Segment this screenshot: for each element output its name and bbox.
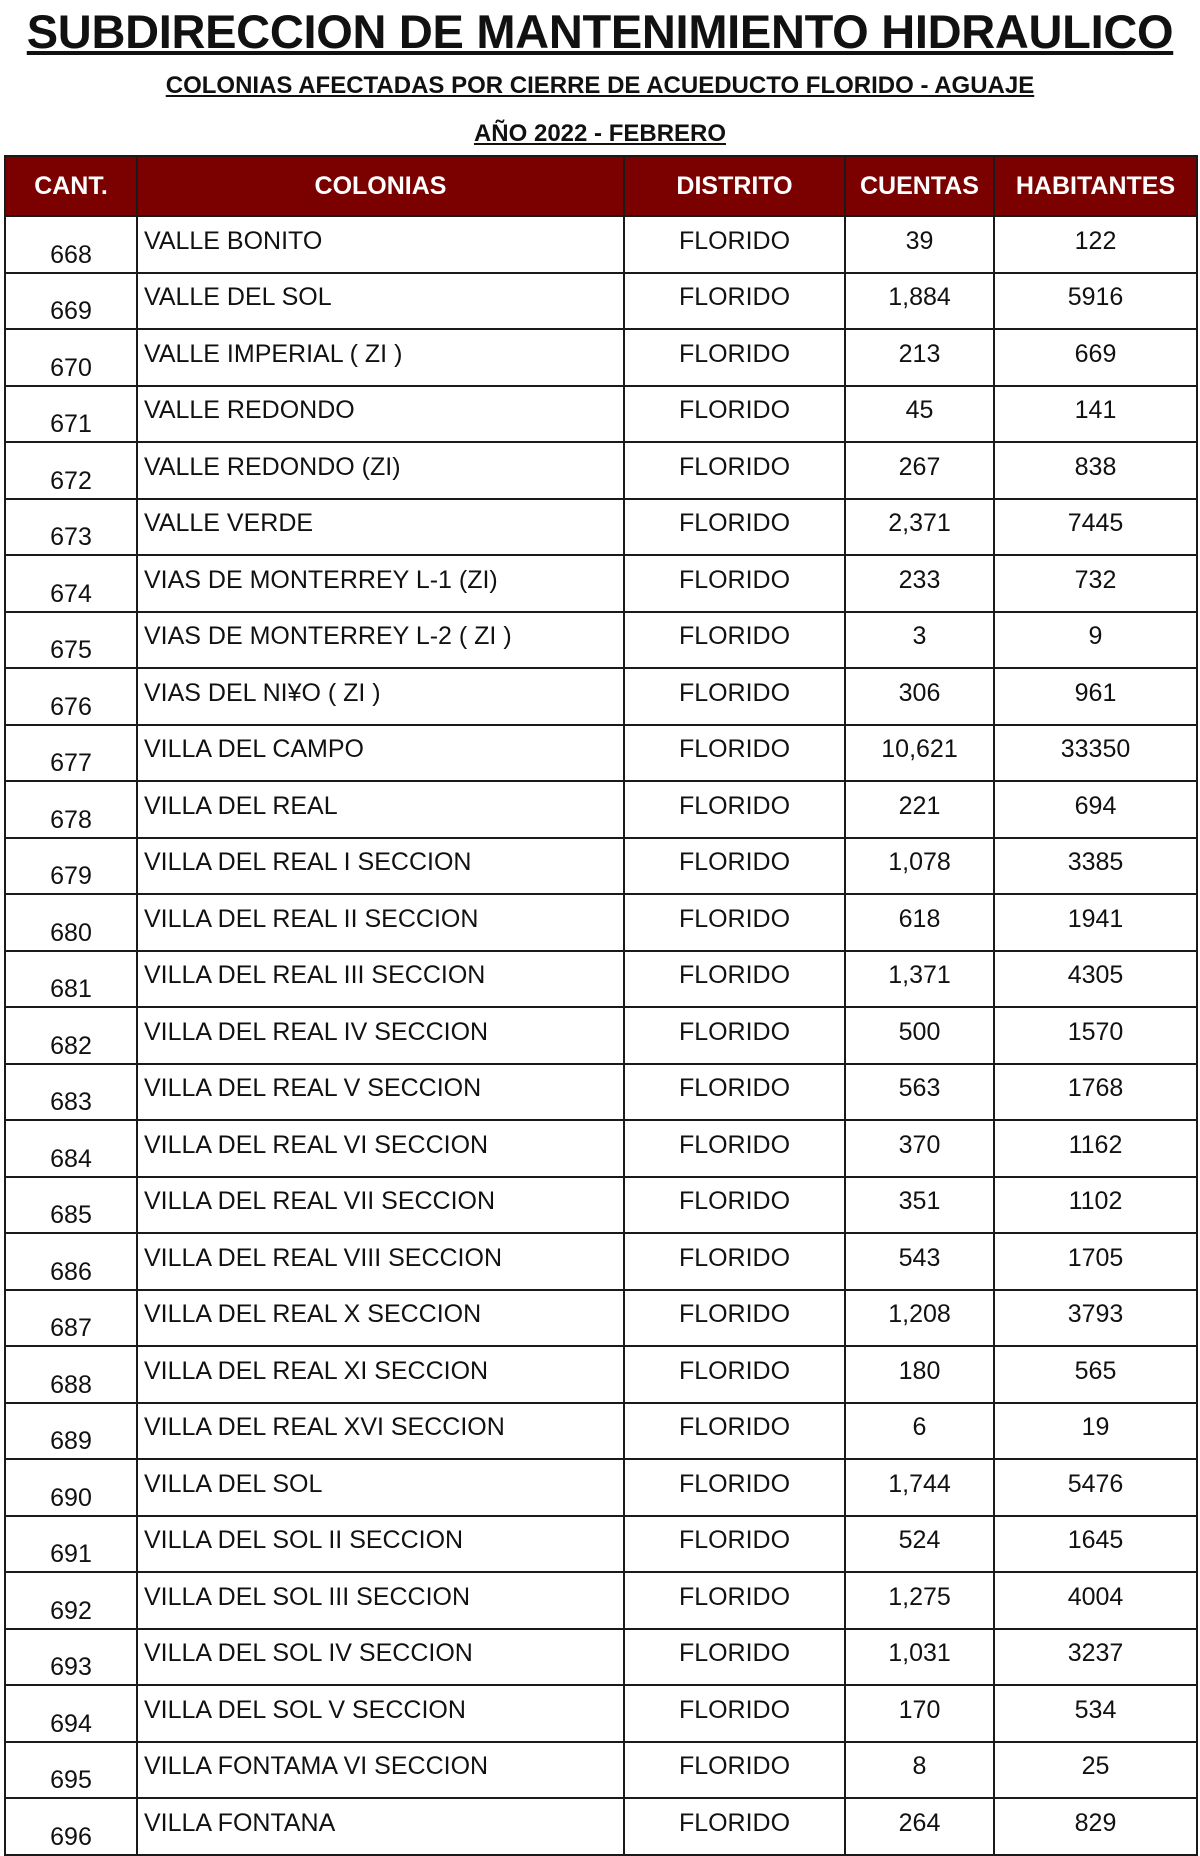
cell-habitantes: 1102 [994,1177,1197,1234]
table-row [5,781,1197,838]
cell-cant: 685 [5,1177,137,1234]
table-row [5,1120,1197,1177]
cell-colonia: VILLA DEL REAL XI SECCION [137,1346,624,1403]
cell-habitantes: 25 [994,1742,1197,1799]
document-title: SUBDIRECCION DE MANTENIMIENTO HIDRAULICO [26,5,1174,58]
table-row [5,386,1197,443]
cell-distrito: FLORIDO [624,499,845,556]
cell-colonia: VALLE DEL SOL [137,273,624,330]
cell-distrito: FLORIDO [624,1798,845,1855]
cell-cant: 669 [5,273,137,330]
cell-cant: 695 [5,1742,137,1799]
cell-cuentas: 1,031 [845,1629,994,1686]
cell-habitantes: 1570 [994,1007,1197,1064]
document-subtitle: COLONIAS AFECTADAS POR CIERRE DE ACUEDUCTO FLORIDO - AGUAJE [165,72,1035,99]
cell-distrito: FLORIDO [624,1120,845,1177]
cell-cuentas: 180 [845,1346,994,1403]
cell-distrito: FLORIDO [624,838,845,895]
cell-cuentas: 6 [845,1403,994,1460]
cell-cuentas: 370 [845,1120,994,1177]
table-row [5,1685,1197,1742]
cell-cuentas: 267 [845,442,994,499]
table-row [5,951,1197,1008]
cell-cant: 674 [5,555,137,612]
cell-cuentas: 2,371 [845,499,994,556]
cell-colonia: VILLA DEL REAL VI SECCION [137,1120,624,1177]
cell-colonia: VIAS DEL NI¥O ( ZI ) [137,668,624,725]
cell-cant: 690 [5,1459,137,1516]
cell-habitantes: 732 [994,555,1197,612]
cell-cuentas: 233 [845,555,994,612]
cell-cuentas: 264 [845,1798,994,1855]
cell-cant: 668 [5,216,137,273]
table-row [5,725,1197,782]
cell-habitantes: 7445 [994,499,1197,556]
cell-habitantes: 1941 [994,894,1197,951]
cell-cant: 692 [5,1572,137,1629]
cell-cant: 691 [5,1516,137,1573]
table-row [5,1290,1197,1347]
cell-habitantes: 1162 [994,1120,1197,1177]
cell-habitantes: 9 [994,612,1197,669]
cell-distrito: FLORIDO [624,1007,845,1064]
cell-habitantes: 3793 [994,1290,1197,1347]
cell-colonia: VALLE REDONDO [137,386,624,443]
cell-distrito: FLORIDO [624,329,845,386]
colonias-table [4,155,1198,1856]
cell-distrito: FLORIDO [624,1572,845,1629]
cell-habitantes: 141 [994,386,1197,443]
cell-habitantes: 3385 [994,838,1197,895]
cell-distrito: FLORIDO [624,273,845,330]
cell-habitantes: 829 [994,1798,1197,1855]
cell-cuentas: 1,884 [845,273,994,330]
table-row [5,1177,1197,1234]
cell-cant: 686 [5,1233,137,1290]
cell-distrito: FLORIDO [624,725,845,782]
table-row [5,1629,1197,1686]
table-row [5,1403,1197,1460]
cell-cant: 689 [5,1403,137,1460]
cell-cant: 670 [5,329,137,386]
cell-cant: 681 [5,951,137,1008]
cell-habitantes: 122 [994,216,1197,273]
column-header-habitantes: HABITANTES [994,156,1197,216]
cell-cant: 693 [5,1629,137,1686]
cell-cuentas: 351 [845,1177,994,1234]
cell-colonia: VILLA DEL REAL III SECCION [137,951,624,1008]
cell-cuentas: 45 [845,386,994,443]
table-row [5,668,1197,725]
cell-distrito: FLORIDO [624,1346,845,1403]
cell-distrito: FLORIDO [624,781,845,838]
cell-cuentas: 1,744 [845,1459,994,1516]
cell-cant: 680 [5,894,137,951]
cell-cant: 671 [5,386,137,443]
cell-distrito: FLORIDO [624,1742,845,1799]
cell-colonia: VALLE VERDE [137,499,624,556]
cell-cant: 675 [5,612,137,669]
cell-habitantes: 33350 [994,725,1197,782]
cell-habitantes: 4004 [994,1572,1197,1629]
cell-cuentas: 563 [845,1064,994,1121]
table-row [5,1742,1197,1799]
cell-cuentas: 1,078 [845,838,994,895]
cell-habitantes: 694 [994,781,1197,838]
cell-colonia: VILLA DEL SOL IV SECCION [137,1629,624,1686]
cell-distrito: FLORIDO [624,442,845,499]
cell-habitantes: 534 [994,1685,1197,1742]
document-period: AÑO 2022 - FEBRERO [473,120,727,147]
cell-distrito: FLORIDO [624,1177,845,1234]
cell-cant: 682 [5,1007,137,1064]
cell-cant: 677 [5,725,137,782]
cell-colonia: VILLA DEL REAL VII SECCION [137,1177,624,1234]
cell-cant: 672 [5,442,137,499]
cell-habitantes: 669 [994,329,1197,386]
table-row [5,442,1197,499]
cell-cuentas: 3 [845,612,994,669]
cell-habitantes: 838 [994,442,1197,499]
column-header-distrito: DISTRITO [624,156,845,216]
cell-cuentas: 1,208 [845,1290,994,1347]
cell-cant: 683 [5,1064,137,1121]
cell-cuentas: 1,371 [845,951,994,1008]
cell-cant: 684 [5,1120,137,1177]
cell-cuentas: 213 [845,329,994,386]
table-row [5,1516,1197,1573]
cell-distrito: FLORIDO [624,894,845,951]
cell-distrito: FLORIDO [624,1403,845,1460]
column-header-cuentas: CUENTAS [845,156,994,216]
column-header-cant: CANT. [5,156,137,216]
table-row [5,1007,1197,1064]
cell-colonia: VILLA FONTAMA VI SECCION [137,1742,624,1799]
cell-cuentas: 1,275 [845,1572,994,1629]
cell-colonia: VILLA DEL REAL X SECCION [137,1290,624,1347]
cell-colonia: VALLE IMPERIAL ( ZI ) [137,329,624,386]
table-row [5,329,1197,386]
cell-cuentas: 524 [845,1516,994,1573]
table-row [5,216,1197,273]
cell-colonia: VILLA DEL SOL III SECCION [137,1572,624,1629]
cell-cuentas: 221 [845,781,994,838]
cell-cant: 694 [5,1685,137,1742]
table-row [5,1798,1197,1855]
cell-cuentas: 306 [845,668,994,725]
cell-distrito: FLORIDO [624,386,845,443]
cell-distrito: FLORIDO [624,1685,845,1742]
cell-distrito: FLORIDO [624,612,845,669]
cell-distrito: FLORIDO [624,951,845,1008]
cell-habitantes: 1768 [994,1064,1197,1121]
cell-colonia: VILLA DEL REAL XVI SECCION [137,1403,624,1460]
cell-distrito: FLORIDO [624,668,845,725]
cell-cuentas: 618 [845,894,994,951]
cell-cant: 679 [5,838,137,895]
cell-cant: 676 [5,668,137,725]
cell-cuentas: 10,621 [845,725,994,782]
cell-colonia: VILLA DEL REAL V SECCION [137,1064,624,1121]
cell-habitantes: 19 [994,1403,1197,1460]
cell-colonia: VALLE REDONDO (ZI) [137,442,624,499]
cell-distrito: FLORIDO [624,555,845,612]
table-row [5,1233,1197,1290]
cell-colonia: VILLA DEL REAL VIII SECCION [137,1233,624,1290]
table-row [5,1459,1197,1516]
column-header-colonias: COLONIAS [137,156,624,216]
cell-colonia: VILLA DEL REAL I SECCION [137,838,624,895]
table-row [5,499,1197,556]
cell-distrito: FLORIDO [624,1516,845,1573]
cell-colonia: VIAS DE MONTERREY L-2 ( ZI ) [137,612,624,669]
table-row [5,894,1197,951]
cell-habitantes: 3237 [994,1629,1197,1686]
cell-distrito: FLORIDO [624,1233,845,1290]
cell-colonia: VILLA DEL SOL [137,1459,624,1516]
cell-cant: 687 [5,1290,137,1347]
cell-cant: 696 [5,1798,137,1855]
cell-colonia: VILLA DEL REAL IV SECCION [137,1007,624,1064]
cell-distrito: FLORIDO [624,1459,845,1516]
cell-habitantes: 4305 [994,951,1197,1008]
table-row [5,838,1197,895]
cell-colonia: VALLE BONITO [137,216,624,273]
cell-cant: 688 [5,1346,137,1403]
cell-colonia: VILLA DEL CAMPO [137,725,624,782]
cell-habitantes: 1705 [994,1233,1197,1290]
cell-colonia: VIAS DE MONTERREY L-1 (ZI) [137,555,624,612]
cell-cant: 678 [5,781,137,838]
cell-distrito: FLORIDO [624,1064,845,1121]
table-row [5,273,1197,330]
cell-colonia: VILLA DEL SOL II SECCION [137,1516,624,1573]
cell-colonia: VILLA DEL REAL [137,781,624,838]
table-row [5,1346,1197,1403]
cell-habitantes: 1645 [994,1516,1197,1573]
cell-colonia: VILLA DEL SOL V SECCION [137,1685,624,1742]
cell-habitantes: 961 [994,668,1197,725]
cell-cuentas: 8 [845,1742,994,1799]
cell-distrito: FLORIDO [624,216,845,273]
table-row [5,1064,1197,1121]
cell-cuentas: 500 [845,1007,994,1064]
table-row [5,1572,1197,1629]
table-row [5,612,1197,669]
cell-cuentas: 39 [845,216,994,273]
cell-cuentas: 543 [845,1233,994,1290]
cell-colonia: VILLA DEL REAL II SECCION [137,894,624,951]
cell-habitantes: 565 [994,1346,1197,1403]
cell-distrito: FLORIDO [624,1629,845,1686]
cell-habitantes: 5476 [994,1459,1197,1516]
cell-distrito: FLORIDO [624,1290,845,1347]
cell-cuentas: 170 [845,1685,994,1742]
cell-cant: 673 [5,499,137,556]
cell-colonia: VILLA FONTANA [137,1798,624,1855]
cell-habitantes: 5916 [994,273,1197,330]
table-row [5,555,1197,612]
table-header-row [5,156,1197,216]
